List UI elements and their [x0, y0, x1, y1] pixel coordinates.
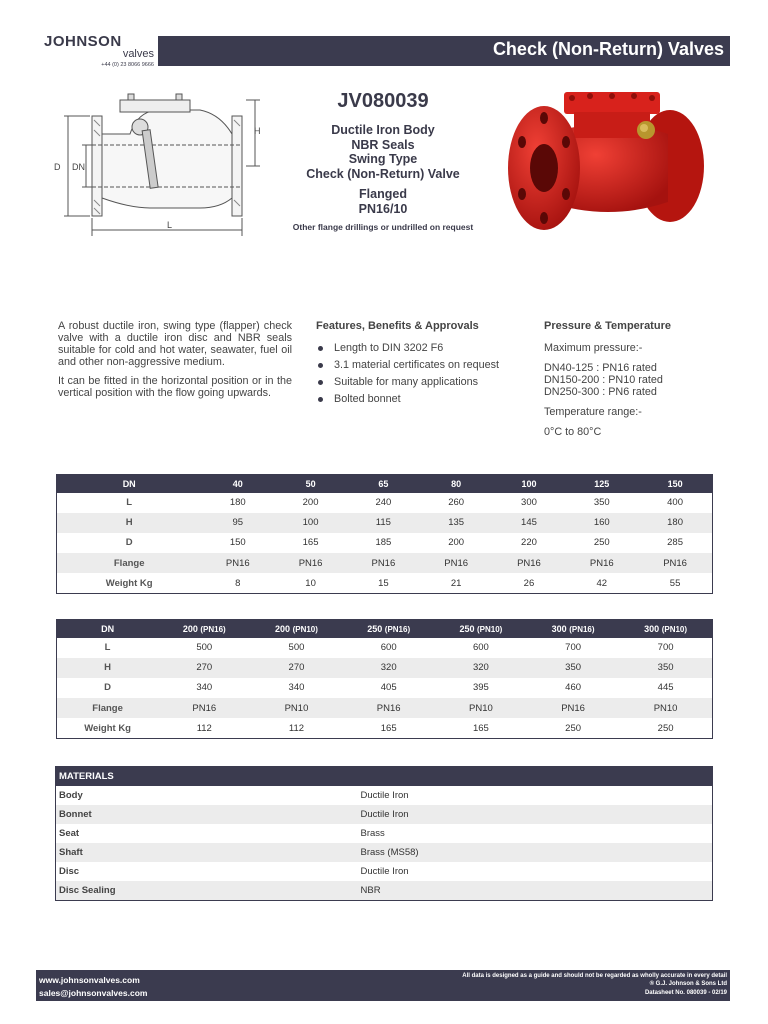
- table-cell: 460: [565, 682, 582, 694]
- valve-product-photo: [508, 84, 708, 249]
- row-label: D: [104, 682, 112, 694]
- materials-table: [55, 766, 713, 901]
- table-cell: 340: [196, 682, 213, 694]
- table-cell: PN16: [343, 698, 435, 718]
- bullet-icon: [318, 363, 323, 368]
- product-description: [58, 320, 292, 406]
- table-cell: 700: [657, 642, 674, 654]
- temperature-label: Temperature range:-: [544, 406, 642, 418]
- table-row: [57, 513, 713, 533]
- product-code: JV080039: [337, 90, 429, 112]
- table-cell: 285: [667, 537, 683, 549]
- product-note: Other flange drillings or undrilled on request: [292, 222, 474, 232]
- table-row: [57, 678, 713, 698]
- row-label: H: [57, 658, 159, 678]
- table-cell: 112: [288, 722, 305, 734]
- row-label: Weight Kg: [84, 722, 131, 734]
- table-cell: 185: [375, 537, 392, 549]
- table-cell: 112: [196, 722, 212, 734]
- description-paragraph: A robust ductile iron, swing type (flapper) check valve with a ductile iron disc and NBR seals suitable for cold and hot water, seawater, fuel oil and other non-aggressive medium.: [58, 320, 292, 368]
- logo-phone: +44 (0) 23 8066 9666: [101, 62, 154, 68]
- material-value: Brass: [360, 827, 385, 839]
- table-row: [57, 718, 713, 738]
- material-part: Shaft: [56, 843, 358, 862]
- product-desc-line: Ductile Iron Body: [331, 123, 435, 137]
- table-cell: PN16: [565, 553, 638, 573]
- title-bar: [158, 36, 730, 66]
- table-header-row: [57, 475, 713, 493]
- table-cell: 350: [593, 497, 610, 509]
- column-header: DN: [57, 620, 159, 638]
- table-cell: PN16: [201, 553, 274, 573]
- table-cell: PN16: [493, 553, 566, 573]
- table-cell: 270: [158, 658, 250, 678]
- table-row: [56, 881, 713, 900]
- column-header: DN: [57, 475, 202, 493]
- table-cell: 135: [420, 513, 493, 533]
- table-cell: 15: [378, 577, 389, 589]
- table-cell: 42: [596, 577, 608, 589]
- column-header: 80: [420, 475, 493, 493]
- feature-item: Bolted bonnet: [316, 393, 526, 405]
- pressure-temperature-section: [544, 320, 724, 438]
- column-header: 200 (PN10): [250, 620, 342, 638]
- row-label: Flange: [57, 553, 202, 573]
- temperature-value: 0°C to 80°C: [544, 426, 602, 438]
- table-cell: 350: [527, 658, 619, 678]
- pressure-rating: DN150-200 : PN10 rated: [544, 374, 663, 386]
- table-cell: 165: [472, 722, 489, 734]
- table-cell: 26: [523, 577, 535, 589]
- footer-bar: [36, 970, 730, 1001]
- description-paragraph: It can be fitted in the horizontal position or in the vertical position with the flow going upwards.: [58, 375, 292, 399]
- table-cell: 500: [288, 642, 305, 654]
- feature-item: Suitable for many applications: [316, 376, 526, 388]
- table-cell: 300: [521, 497, 537, 509]
- table-cell: PN16: [158, 698, 250, 718]
- table-row: [56, 786, 713, 805]
- features-section: [316, 320, 526, 410]
- column-header: 40: [201, 475, 274, 493]
- material-part: Disc Sealing: [56, 881, 358, 900]
- table-cell: 115: [347, 513, 420, 533]
- website-link[interactable]: www.johnsonvalves.com: [39, 975, 140, 985]
- table-row: [57, 493, 713, 513]
- table-cell: 270: [250, 658, 342, 678]
- feature-item: 3.1 material certificates on request: [316, 359, 526, 371]
- column-header: 300 (PN16): [527, 620, 619, 638]
- column-header: 125: [565, 475, 638, 493]
- bullet-icon: [318, 397, 323, 402]
- diagram-label-dn: DN: [72, 162, 85, 172]
- material-part: Bonnet: [56, 805, 358, 824]
- logo-wordmark: JOHNSON: [44, 33, 122, 50]
- dimensions-table-large: [56, 619, 713, 739]
- datasheet-number: Datasheet No. 080039 - 02/19: [644, 989, 727, 996]
- table-cell: 700: [565, 642, 582, 654]
- product-desc-line: Swing Type: [348, 152, 418, 166]
- row-label: L: [104, 642, 111, 654]
- features-list: [316, 342, 526, 405]
- material-part: Body: [59, 789, 83, 801]
- table-cell: 500: [196, 642, 213, 654]
- valve-dimension-diagram: [50, 90, 270, 240]
- table-cell: PN16: [274, 553, 347, 573]
- table-cell: PN16: [347, 553, 420, 573]
- product-desc-line: Check (Non-Return) Valve: [306, 166, 460, 181]
- disclaimer-text: All data is designed as a guide and should not be regarded as wholly accurate in every detail: [462, 973, 727, 979]
- material-value: Ductile Iron: [360, 789, 409, 801]
- column-header: 50: [274, 475, 347, 493]
- product-pressure-class: PN16/10: [358, 201, 408, 216]
- table-cell: 165: [380, 722, 397, 734]
- table-header-row: [57, 620, 713, 638]
- dimensions-table-small: [56, 474, 713, 594]
- table-cell: 95: [201, 513, 274, 533]
- table-row: [57, 698, 713, 718]
- table-row: [56, 824, 713, 843]
- row-label: H: [57, 513, 202, 533]
- table-cell: 100: [274, 513, 347, 533]
- pressure-rating: DN250-300 : PN6 rated: [544, 386, 657, 398]
- page-title: Check (Non-Return) Valves: [492, 39, 724, 59]
- table-header-row: [56, 767, 713, 786]
- table-cell: 200: [448, 537, 465, 549]
- row-label: Weight Kg: [105, 577, 153, 589]
- table-cell: 250: [565, 722, 582, 734]
- material-value: Ductile Iron: [358, 805, 713, 824]
- table-cell: 165: [302, 537, 319, 549]
- row-label: L: [126, 497, 133, 509]
- company-logo: [44, 34, 156, 68]
- table-cell: 55: [669, 577, 681, 589]
- column-header: 100: [493, 475, 566, 493]
- table-cell: 600: [472, 642, 489, 654]
- table-cell: 180: [229, 497, 246, 509]
- table-cell: 250: [593, 537, 610, 549]
- table-cell: 240: [375, 497, 392, 509]
- table-cell: 200: [302, 497, 319, 509]
- table-cell: 395: [472, 682, 489, 694]
- table-cell: PN10: [250, 698, 342, 718]
- table-row: [57, 638, 713, 658]
- logo-subtitle: valves: [122, 48, 154, 60]
- features-heading: Features, Benefits & Approvals: [316, 320, 479, 332]
- table-cell: 350: [619, 658, 712, 678]
- product-heading: [280, 90, 486, 232]
- table-row: [56, 805, 713, 824]
- table-cell: PN16: [638, 553, 712, 573]
- diagram-label-l: L: [167, 220, 173, 230]
- materials-heading: MATERIALS: [56, 767, 713, 786]
- table-cell: 320: [435, 658, 527, 678]
- feature-item: Length to DIN 3202 F6: [316, 342, 526, 354]
- footer-legal: [462, 972, 727, 997]
- table-cell: 600: [380, 642, 397, 654]
- table-cell: 160: [565, 513, 638, 533]
- table-cell: 150: [229, 537, 246, 549]
- table-cell: 340: [288, 682, 305, 694]
- bullet-icon: [318, 346, 323, 351]
- email-link[interactable]: sales@johnsonvalves.com: [39, 988, 148, 998]
- table-cell: 400: [667, 497, 683, 509]
- bullet-icon: [318, 380, 323, 385]
- table-row: [57, 553, 713, 573]
- table-row: [56, 862, 713, 881]
- material-part: Disc: [59, 866, 80, 878]
- table-row: [57, 658, 713, 678]
- table-cell: 145: [493, 513, 566, 533]
- max-pressure-label: Maximum pressure:-: [544, 342, 643, 354]
- column-header: 65: [347, 475, 420, 493]
- material-value: Brass (MS58): [358, 843, 713, 862]
- table-cell: 250: [657, 722, 674, 734]
- footer-contact: [39, 974, 147, 1000]
- table-cell: 260: [448, 497, 465, 509]
- table-cell: 445: [657, 682, 674, 694]
- table-row: [57, 573, 713, 593]
- table-cell: 21: [450, 577, 462, 589]
- material-part: Seat: [59, 827, 80, 839]
- material-value: Ductile Iron: [360, 866, 409, 878]
- row-label: D: [125, 537, 133, 549]
- table-cell: PN16: [527, 698, 619, 718]
- column-header: 300 (PN10): [619, 620, 712, 638]
- table-cell: PN10: [619, 698, 712, 718]
- diagram-label-h: H: [254, 126, 261, 136]
- material-value: NBR: [358, 881, 713, 900]
- pressure-heading: Pressure & Temperature: [544, 320, 671, 332]
- pressure-rating: DN40-125 : PN16 rated: [544, 362, 657, 374]
- table-cell: 10: [305, 577, 316, 589]
- table-cell: 8: [235, 577, 241, 589]
- column-header: 250 (PN16): [343, 620, 435, 638]
- column-header: 150: [638, 475, 712, 493]
- table-cell: PN10: [435, 698, 527, 718]
- table-row: [57, 533, 713, 553]
- table-cell: PN16: [420, 553, 493, 573]
- product-connection: Flanged: [359, 187, 407, 201]
- table-row: [56, 843, 713, 862]
- product-desc-line: NBR Seals: [351, 137, 415, 152]
- table-cell: 180: [638, 513, 712, 533]
- diagram-label-d: D: [54, 162, 61, 172]
- table-cell: 220: [521, 537, 537, 549]
- column-header: 200 (PN16): [158, 620, 250, 638]
- table-cell: 320: [343, 658, 435, 678]
- copyright-text: ® G.J. Johnson & Sons Ltd: [649, 981, 727, 988]
- row-label: Flange: [57, 698, 159, 718]
- column-header: 250 (PN10): [435, 620, 527, 638]
- table-cell: 405: [380, 682, 397, 694]
